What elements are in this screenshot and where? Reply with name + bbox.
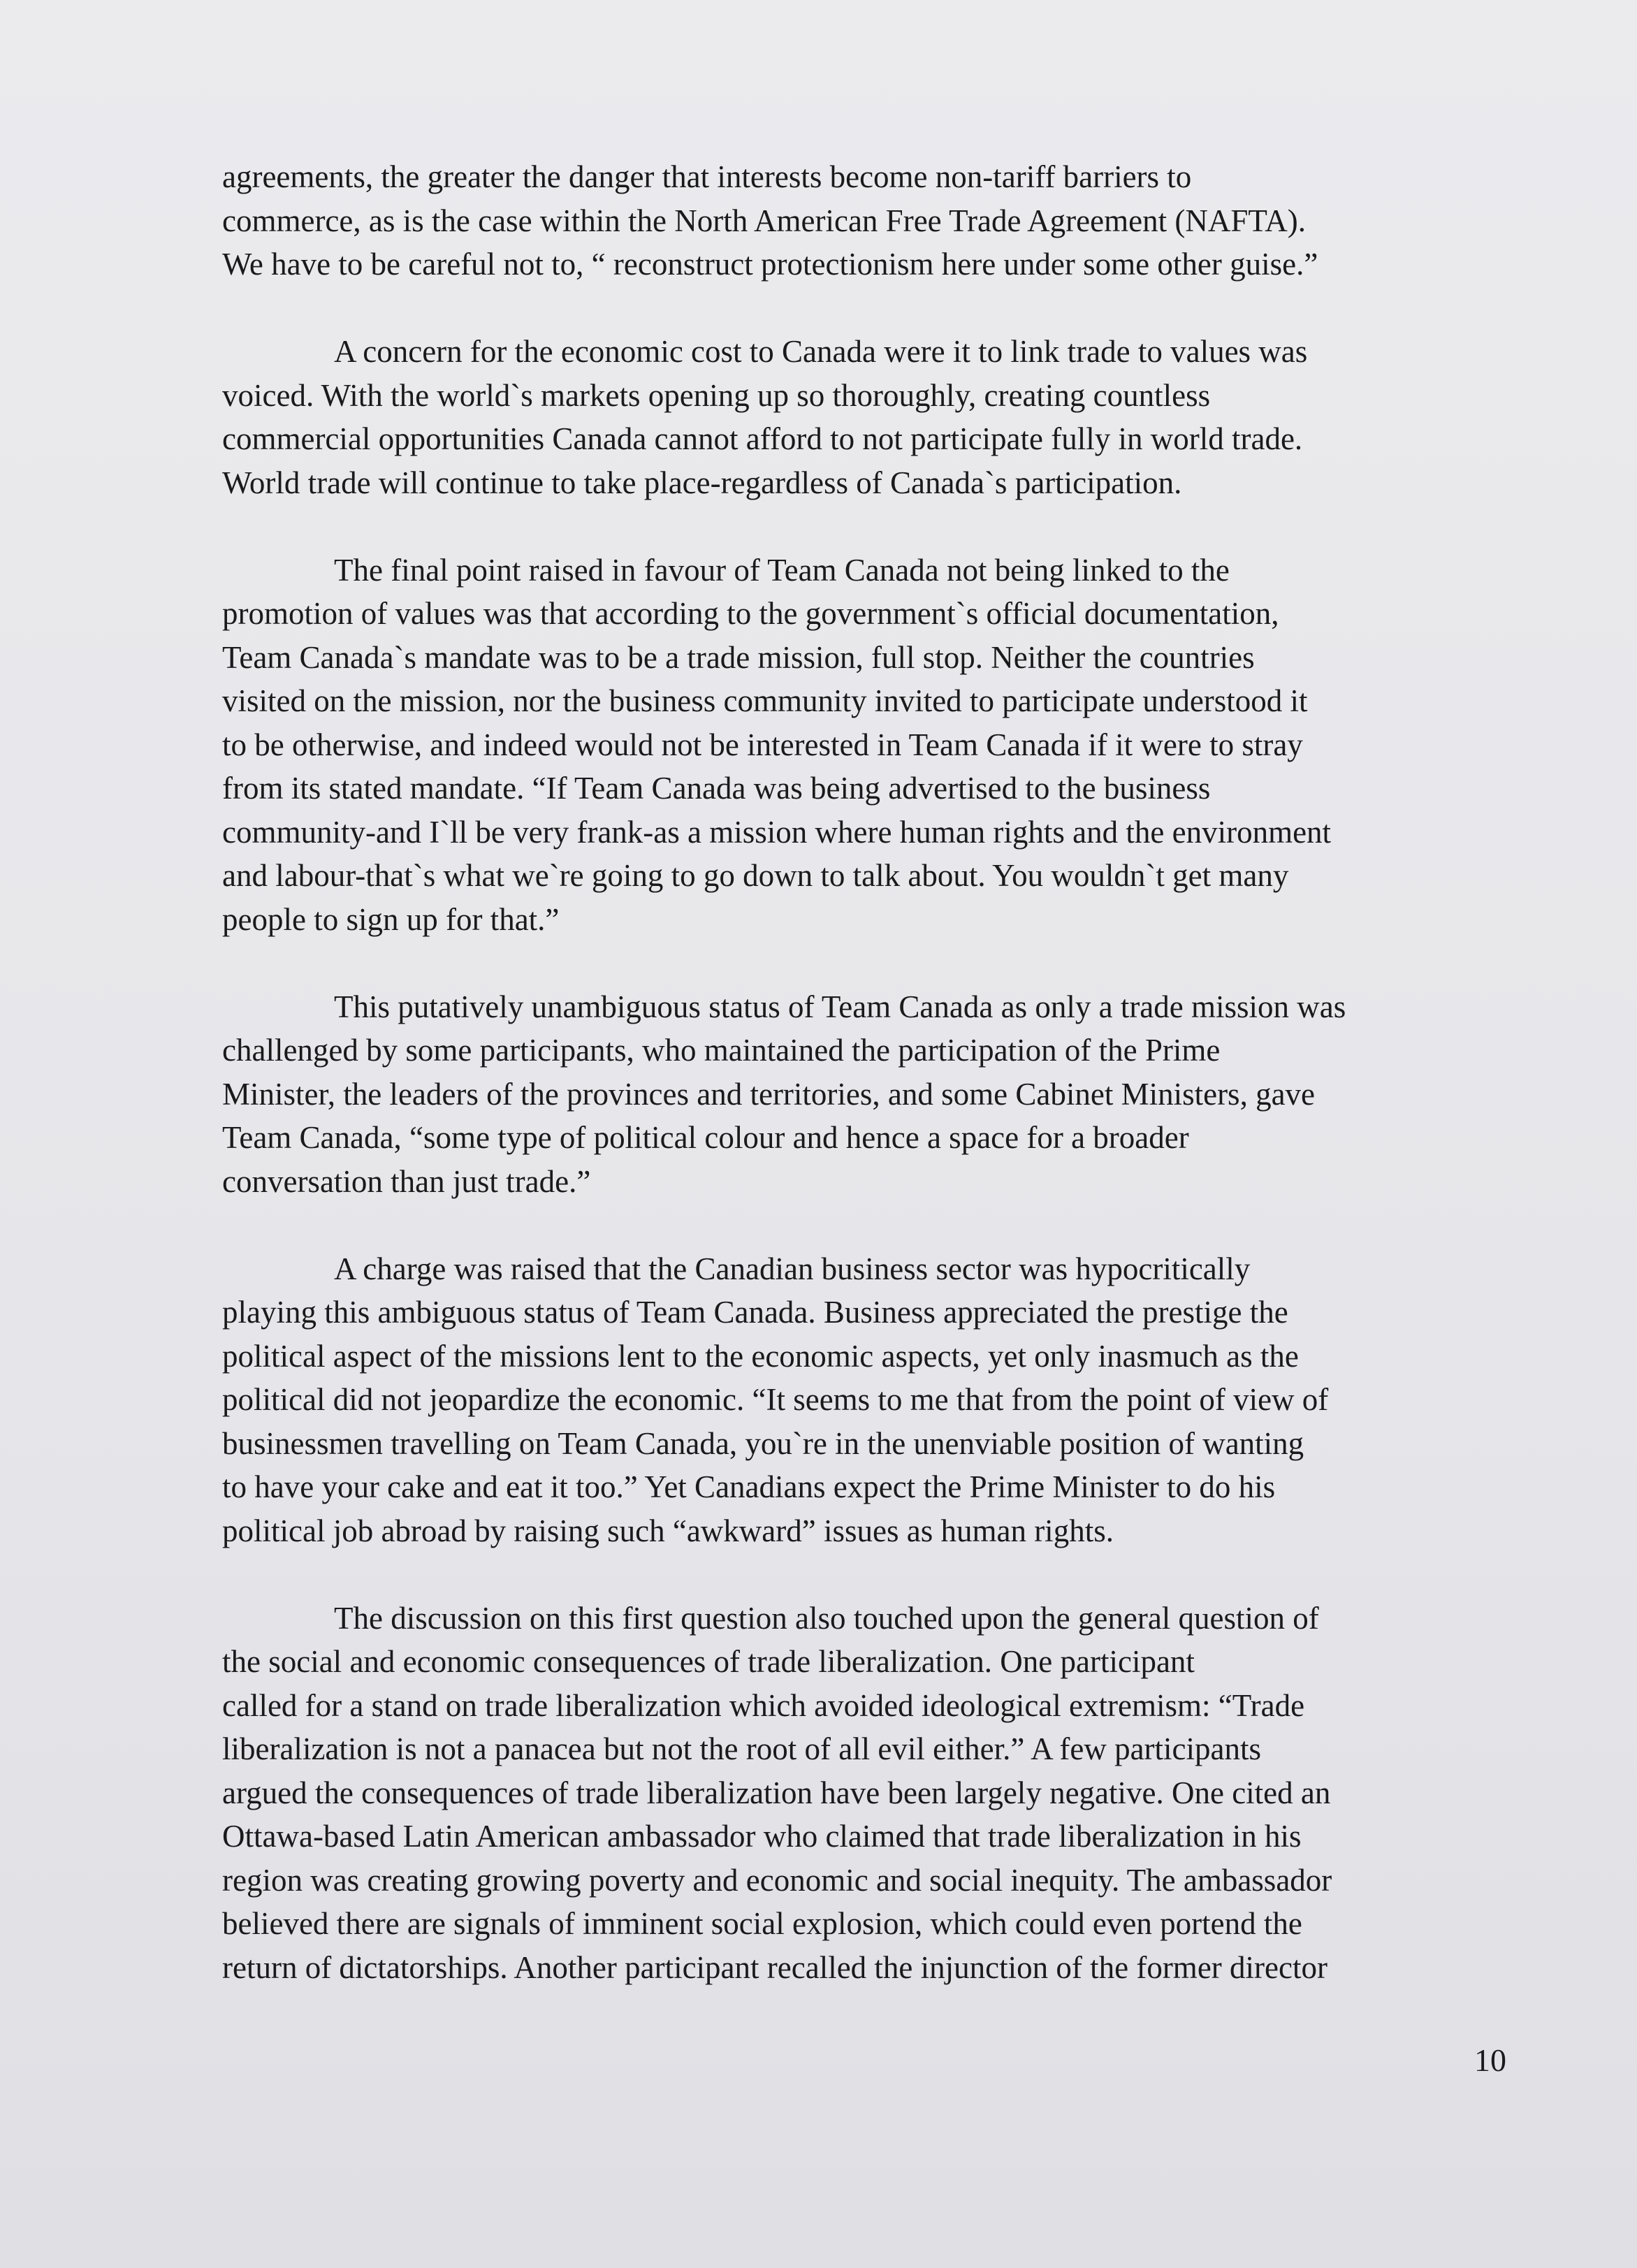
text-line: The final point raised in favour of Team Canada not being linked to the	[334, 552, 1230, 588]
text-line: Minister, the leaders of the provinces and territories, and some Cabinet Ministers, gave	[222, 1076, 1316, 1112]
text-line: visited on the mission, nor the business community invited to participate understood it	[222, 683, 1308, 718]
text-line: commerce, as is the case within the North American Free Trade Agreement (NAFTA).	[222, 203, 1306, 238]
paragraph-gap	[222, 504, 1501, 548]
text-line: people to sign up for that.”	[222, 901, 560, 937]
paragraph-gap	[222, 286, 1501, 330]
text-line: called for a stand on trade liberalization which avoided ideological extremism: “Trade	[222, 1687, 1305, 1723]
text-line: believed there are signals of imminent social explosion, which could even portend the	[222, 1906, 1302, 1941]
text-line: Team Canada`s mandate was to be a trade mission, full stop. Neither the countries	[222, 639, 1255, 675]
text-line: Team Canada, “some type of political colour and hence a space for a broader	[222, 1120, 1189, 1155]
text-line: voiced. With the world`s markets opening up so thoroughly, creating countless	[222, 377, 1211, 413]
text-line: to be otherwise, and indeed would not be interested in Team Canada if it were to stray	[222, 727, 1303, 762]
paragraph-gap	[222, 1553, 1501, 1597]
page-number: 10	[1474, 2042, 1506, 2078]
text-line: and labour-that`s what we`re going to go down to talk about. You wouldn`t get many	[222, 858, 1289, 893]
text-line: The discussion on this first question also touched upon the general question of	[334, 1600, 1319, 1636]
text-line: promotion of values was that according to the government`s official documentation,	[222, 596, 1279, 631]
text-line: conversation than just trade.”	[222, 1163, 591, 1199]
text-line: political did not jeopardize the economic. “It seems to me that from the point of view of	[222, 1382, 1329, 1417]
text-line: businessmen travelling on Team Canada, you`re in the unenviable position of wanting	[222, 1425, 1304, 1461]
text-line: commercial opportunities Canada cannot afford to not participate fully in world trade.	[222, 421, 1303, 456]
paragraph	[222, 155, 1501, 286]
text-line: challenged by some participants, who maintained the participation of the Prime	[222, 1033, 1221, 1068]
text-line: the social and economic consequences of trade liberalization. One participant	[222, 1644, 1195, 1679]
text-line: political job abroad by raising such “awkward” issues as human rights.	[222, 1513, 1114, 1548]
text-line: World trade will continue to take place-regardless of Canada`s participation.	[222, 465, 1182, 500]
text-line: We have to be careful not to, “ reconstruct protectionism here under some other guise.”	[222, 247, 1318, 282]
text-line: argued the consequences of trade liberalization have been largely negative. One cited an	[222, 1775, 1331, 1810]
text-line: A concern for the economic cost to Canada were it to link trade to values was	[334, 334, 1308, 369]
text-line: liberalization is not a panacea but not the root of all evil either.” A few participants	[222, 1731, 1261, 1766]
paragraph-gap	[222, 941, 1501, 985]
text-line: return of dictatorships. Another participant recalled the injunction of the former director	[222, 1949, 1327, 1985]
text-line: community-and I`ll be very frank-as a mission where human rights and the environment	[222, 814, 1332, 850]
text-line: playing this ambiguous status of Team Canada. Business appreciated the prestige the	[222, 1295, 1288, 1330]
text-line: from its stated mandate. “If Team Canada was being advertised to the business	[222, 771, 1211, 806]
paragraph	[222, 985, 1501, 1204]
text-line: This putatively unambiguous status of Team Canada as only a trade mission was	[334, 989, 1346, 1024]
body-text	[222, 155, 1501, 1989]
paragraph	[222, 330, 1501, 504]
text-line: agreements, the greater the danger that interests become non-tariff barriers to	[222, 159, 1192, 194]
text-line: political aspect of the missions lent to the economic aspects, yet only inasmuch as the	[222, 1338, 1299, 1374]
text-line: Ottawa-based Latin American ambassador who claimed that trade liberalization in his	[222, 1819, 1302, 1854]
paragraph	[222, 1597, 1501, 1990]
paragraph	[222, 548, 1501, 942]
text-line: A charge was raised that the Canadian business sector was hypocritically	[334, 1251, 1251, 1286]
text-line: to have your cake and eat it too.” Yet Canadians expect the Prime Minister to do his	[222, 1469, 1276, 1504]
paragraph-gap	[222, 1203, 1501, 1247]
paragraph	[222, 1247, 1501, 1553]
text-line: region was creating growing poverty and economic and social inequity. The ambassador	[222, 1862, 1332, 1898]
